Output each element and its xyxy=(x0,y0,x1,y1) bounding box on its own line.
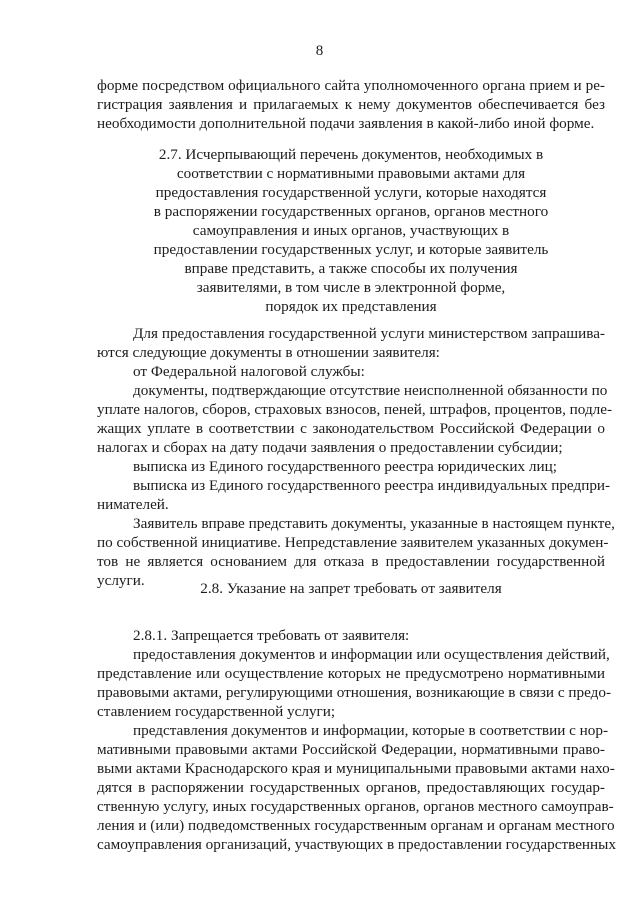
page-number: 8 xyxy=(315,43,324,59)
section-heading-line: 2.7. Исчерпывающий перечень документов, необходимых в xyxy=(158,146,544,163)
text-line: представления документов и информации, которые в соответствии с нор- xyxy=(133,722,609,739)
text-line: ственную услугу, иных государственных органов, органов местного самоуправ- xyxy=(97,798,614,815)
section-heading-line: 2.8. Указание на запрет требовать от заявителя xyxy=(200,580,502,597)
text-line: дятся в распоряжении государственных органов, предоставляющих государ- xyxy=(97,779,605,796)
text-line: налогах и сборах на дату подачи заявления о предоставлении субсидии; xyxy=(97,439,563,456)
text-line: жащих уплате в соответствии с законодательством Российской Федерации о xyxy=(97,420,605,437)
text-line: тов не является основанием для отказа в предоставлении государственной xyxy=(97,553,605,570)
text-line: нимателей. xyxy=(97,496,169,513)
text-line: ставлением государственной услуги; xyxy=(97,703,336,720)
text-line: гистрация заявления и прилагаемых к нему документов обеспечивается без xyxy=(97,96,605,113)
text-line: выписка из Единого государственного реестра юридических лиц; xyxy=(133,458,557,475)
section-heading-line: порядок их представления xyxy=(265,298,437,315)
text-line: выписка из Единого государственного реестра индивидуальных предпри- xyxy=(133,477,611,494)
text-line: от Федеральной налоговой службы: xyxy=(133,363,365,380)
text-line: выми актами Краснодарского края и муниципальными правовыми актами нахо- xyxy=(97,760,615,777)
section-heading-line: вправе представить, а также способы их получения xyxy=(184,260,518,277)
text-line: правовыми актами, регулирующими отношения, возникающие в связи с предо- xyxy=(97,684,612,701)
text-line: Для предоставления государственной услуги министерством запрашива- xyxy=(133,325,605,342)
section-heading-line: заявителями, в том числе в электронной форме, xyxy=(196,279,506,296)
text-line: по собственной инициативе. Непредставление заявителем указанных докумен- xyxy=(97,534,609,551)
text-line: мативными правовыми актами Российской Федерации, нормативными право- xyxy=(97,741,605,758)
text-line: ления и (или) подведомственных государственным органам и органам местного xyxy=(97,817,615,834)
section-heading-line: в распоряжении государственных органов, органов местного xyxy=(153,203,549,220)
text-line: ются следующие документы в отношении заявителя: xyxy=(97,344,440,361)
text-line: форме посредством официального сайта уполномоченного органа прием и ре- xyxy=(97,77,605,94)
section-heading-line: предоставления государственной услуги, которые находятся xyxy=(155,184,547,201)
text-line: уплате налогов, сборов, страховых взносов, пеней, штрафов, процентов, подле- xyxy=(97,401,613,418)
text-line: представление или осуществление которых не предусмотрено нормативными xyxy=(97,665,605,682)
text-line: услуги. xyxy=(97,572,145,589)
text-line: необходимости дополнительной подачи заявления в какой-либо иной форме. xyxy=(97,115,595,132)
text-line: предоставления документов и информации или осуществления действий, xyxy=(133,646,610,663)
section-heading-line: соответствии с нормативными правовыми актами для xyxy=(176,165,526,182)
section-heading-line: самоуправления и иных органов, участвующих в xyxy=(192,222,510,239)
text-line: 2.8.1. Запрещается требовать от заявителя: xyxy=(133,627,410,644)
text-line: Заявитель вправе представить документы, указанные в настоящем пункте, xyxy=(133,515,615,532)
section-heading-line: предоставлении государственных услуг, и которые заявитель xyxy=(153,241,549,258)
text-line: самоуправления организаций, участвующих в предоставлении государственных xyxy=(97,836,616,853)
text-line: документы, подтверждающие отсутствие неисполненной обязанности по xyxy=(133,382,608,399)
